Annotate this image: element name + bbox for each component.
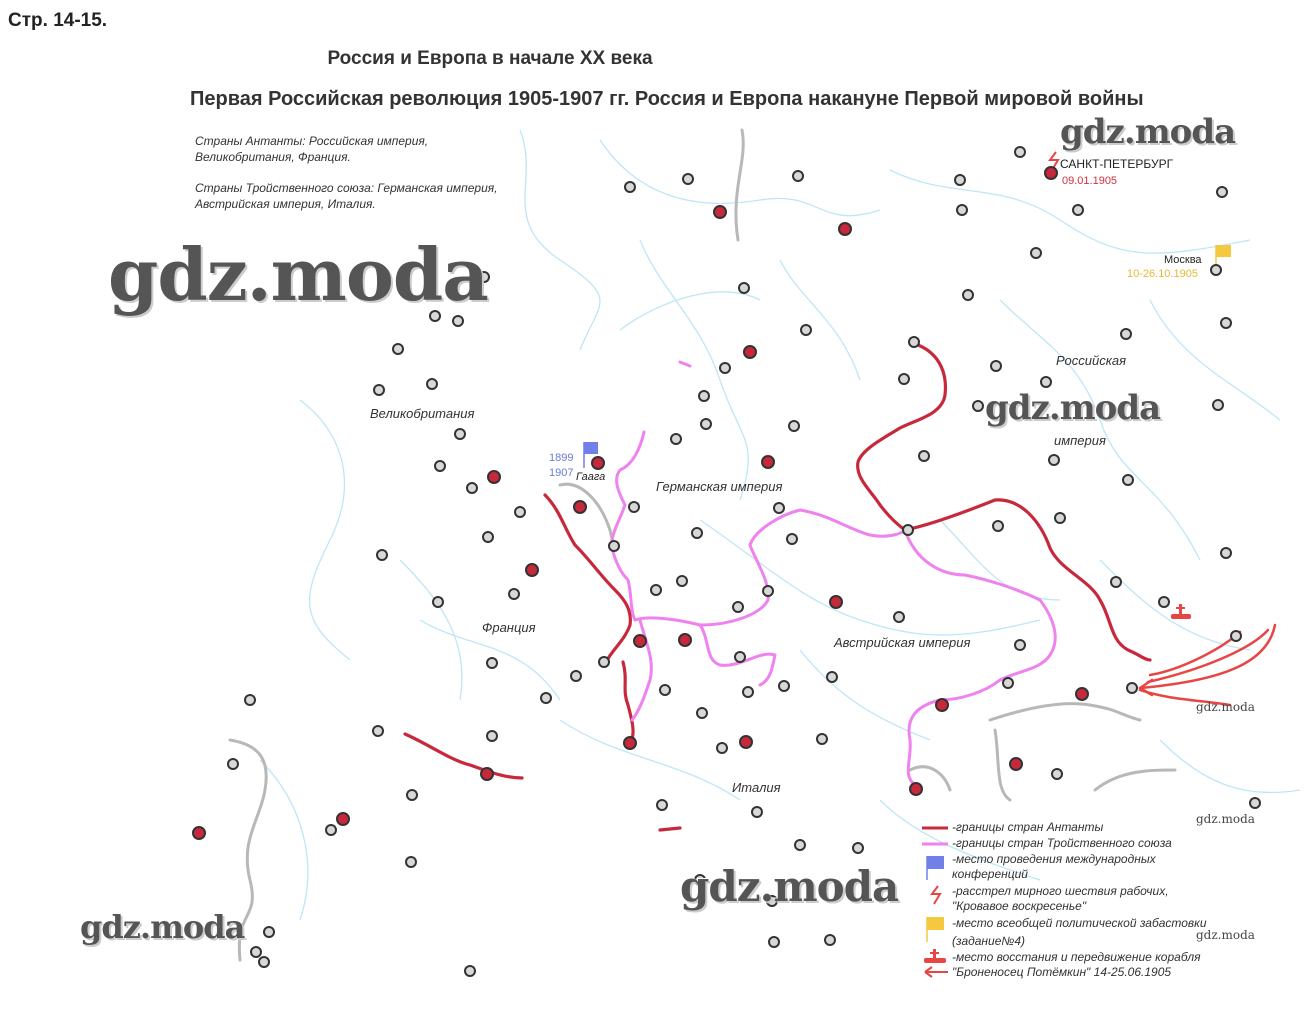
legend-potemkin-text-1: -место восстания и передвижение корабля	[952, 950, 1201, 964]
russian-empire-label-2: империя	[1054, 433, 1106, 448]
watermark-small-2: gdz.moda	[1196, 812, 1255, 826]
austrian-empire-label: Австрийская империя	[834, 635, 971, 650]
saint-petersburg-date: 09.01.1905	[1062, 175, 1118, 187]
legend-conference-text-2: конференций	[952, 867, 1028, 881]
watermark-small-1: gdz.moda	[1196, 700, 1255, 714]
watermark-bottom-center: gdz.moda	[680, 862, 899, 911]
legend-swatches	[922, 828, 948, 977]
watermark-middle-right: gdz.moda	[985, 388, 1161, 428]
hague-label: Гаага	[576, 471, 606, 483]
watermark-large: gdz.moda	[108, 232, 488, 317]
italy-label: Италия	[732, 780, 781, 795]
hague-year-1899: 1899	[549, 452, 574, 464]
legend-entente-text: -границы стран Антанты	[952, 820, 1104, 834]
legend-triple-text: -границы стран Тройственного союза	[952, 836, 1172, 850]
page-label: Стр. 14-15.	[8, 10, 108, 31]
hague-year-1907: 1907	[549, 467, 574, 479]
legend-strike-text-1: -место всеобщей политической забастовки	[952, 916, 1207, 930]
legend-potemkin-text-2: "Броненосец Потёмкин" 14-25.06.1905	[952, 965, 1172, 979]
map-title: Россия и Европа в начале XX века	[327, 48, 653, 69]
france-label: Франция	[482, 620, 536, 635]
entente-note: Страны Антанты: Российская империя, Великобритания, Франция.	[195, 134, 429, 164]
triple-alliance-note: Страны Тройственного союза: Германская империя, Австрийская империя, Италия.	[195, 181, 498, 211]
potemkin-ship-icon	[1171, 604, 1191, 619]
german-empire-label: Германская империя	[656, 479, 783, 494]
legend-strike-text-2: (задание№4)	[952, 934, 1026, 948]
map-subtitle: Первая Российская революция 1905-1907 гг. Россия и Европа накануне Первой мировой войны	[190, 88, 1144, 110]
moscow-label: Москва	[1164, 254, 1202, 266]
legend-conference-text-1: -место проведения международных	[952, 852, 1156, 866]
moscow-dot	[1211, 265, 1221, 275]
legend-bloody-sunday-text-1: -расстрел мирного шествия рабочих,	[952, 884, 1169, 898]
saint-petersburg-label: САНКТ-ПЕТЕРБУРГ	[1060, 157, 1174, 171]
watermark-top-right: gdz.moda	[1060, 112, 1236, 152]
great-britain-label: Великобритания	[370, 406, 475, 421]
russian-empire-label-1: Российская	[1056, 353, 1127, 368]
watermark-small-3: gdz.moda	[1196, 928, 1255, 942]
watermark-bottom-left: gdz.moda	[80, 908, 245, 946]
potemkin-route	[1140, 625, 1275, 705]
moscow-date: 10-26.10.1905	[1127, 268, 1198, 280]
legend-bloody-sunday-text-2: "Кровавое воскресенье"	[952, 899, 1087, 913]
